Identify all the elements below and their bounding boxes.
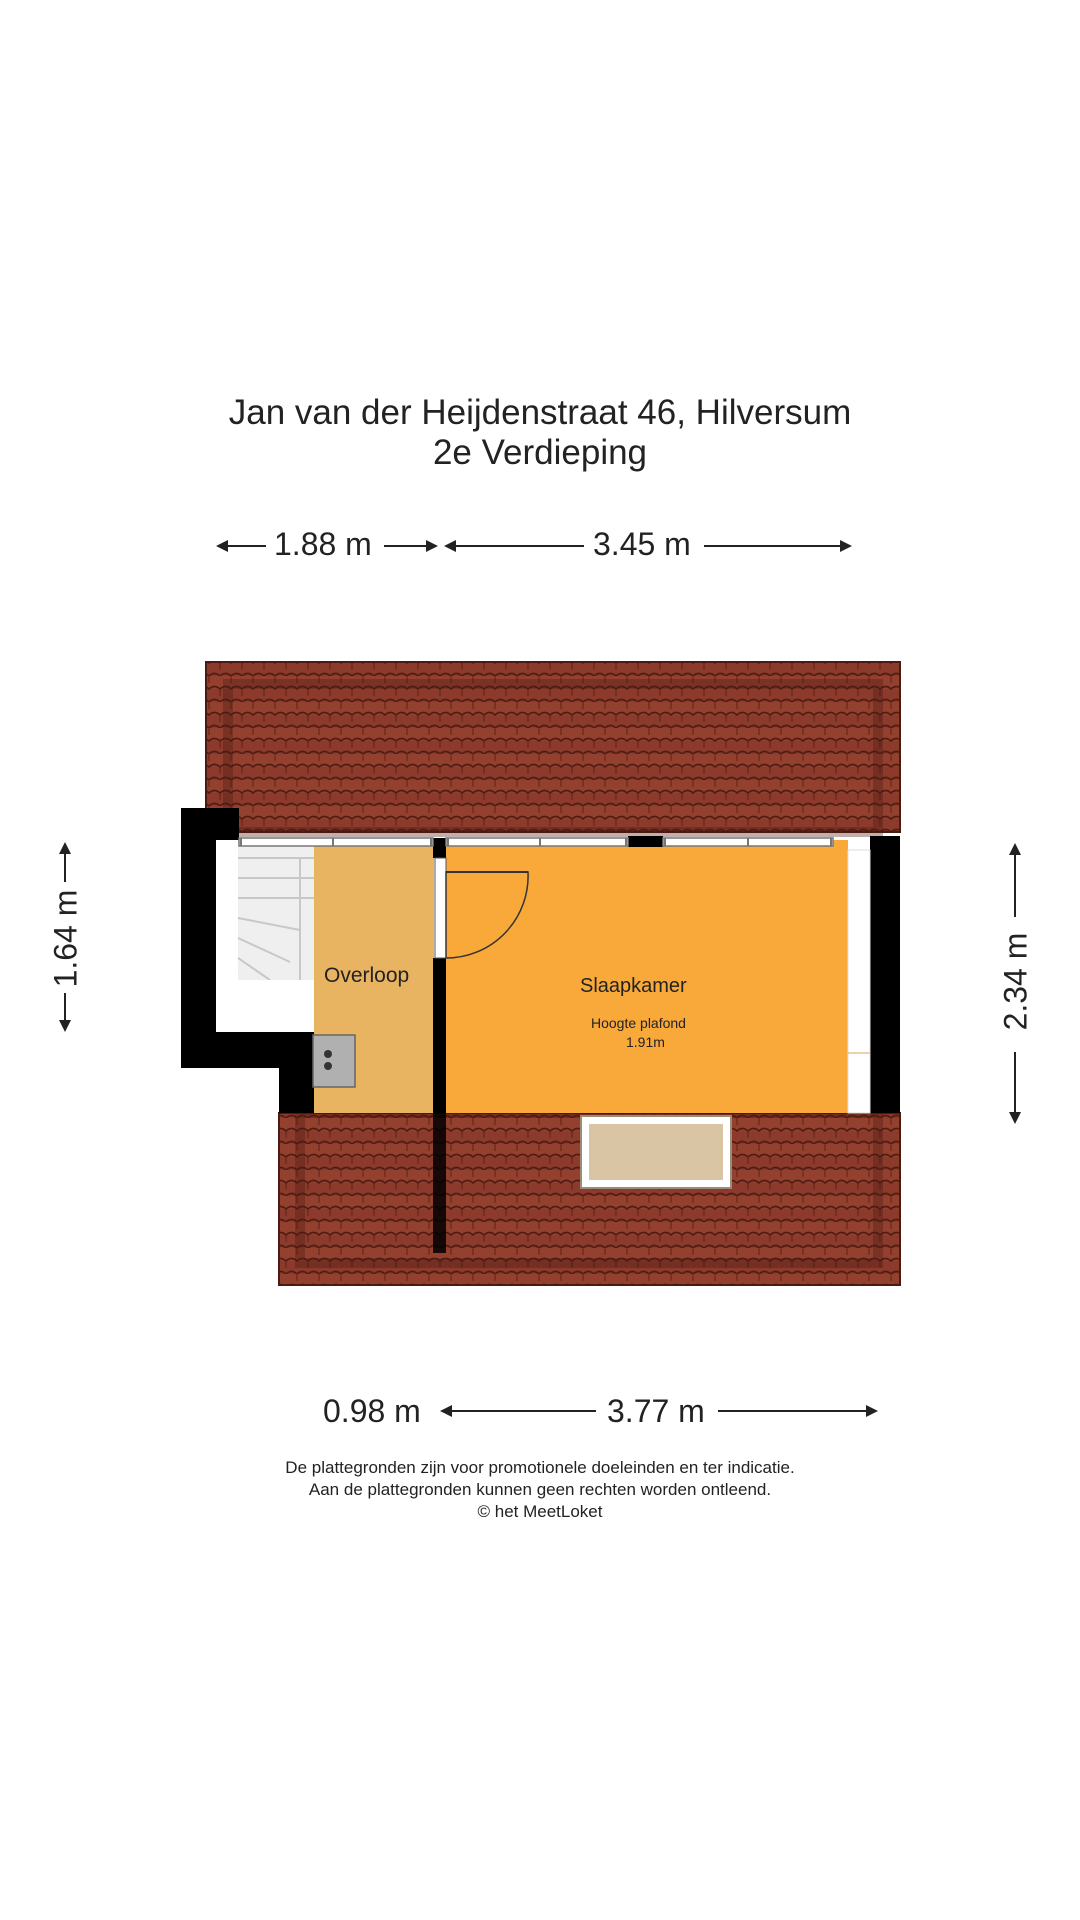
- disclaimer-line: Aan de plattegronden kunnen geen rechten worden ontleend.: [308, 1480, 772, 1499]
- wall: [628, 836, 663, 847]
- ceiling-height-value: 1.91m: [626, 1034, 665, 1050]
- window: [446, 838, 628, 846]
- address-text: Jan van der Heijdenstraat 46, Hilversum: [228, 393, 852, 432]
- boiler-unit: [313, 1035, 355, 1087]
- window: [239, 838, 433, 846]
- dimension-label: 3.45 m: [593, 526, 691, 562]
- disclaimer: [0, 1457, 1080, 1523]
- closet: [848, 850, 870, 1113]
- disclaimer-line: De plattegronden zijn voor promotionele doeleinden en ter indicatie.: [285, 1458, 795, 1477]
- room-label-bedroom: Slaapkamer: [580, 975, 687, 997]
- wall: [433, 1113, 446, 1253]
- dimension-label: 2.34 m: [997, 932, 1034, 1031]
- arrow-right-icon: [866, 1405, 878, 1417]
- ceiling-height-label: Hoogte plafond: [591, 1015, 686, 1031]
- wall: [433, 958, 446, 1113]
- dimension-label: 1.88 m: [274, 526, 372, 562]
- door: [435, 858, 446, 958]
- wall: [870, 836, 900, 1113]
- room-label-landing: Overloop: [324, 964, 410, 987]
- dimension-label: 3.77 m: [607, 1393, 705, 1429]
- dimension-label: 1.64 m: [47, 889, 84, 988]
- dimension-bottom-left: 0.98 m: [323, 1393, 421, 1429]
- wall: [433, 838, 446, 858]
- floor-name: 2e Verdieping: [432, 433, 648, 472]
- copyright-text: © het MeetLoket: [477, 1502, 603, 1521]
